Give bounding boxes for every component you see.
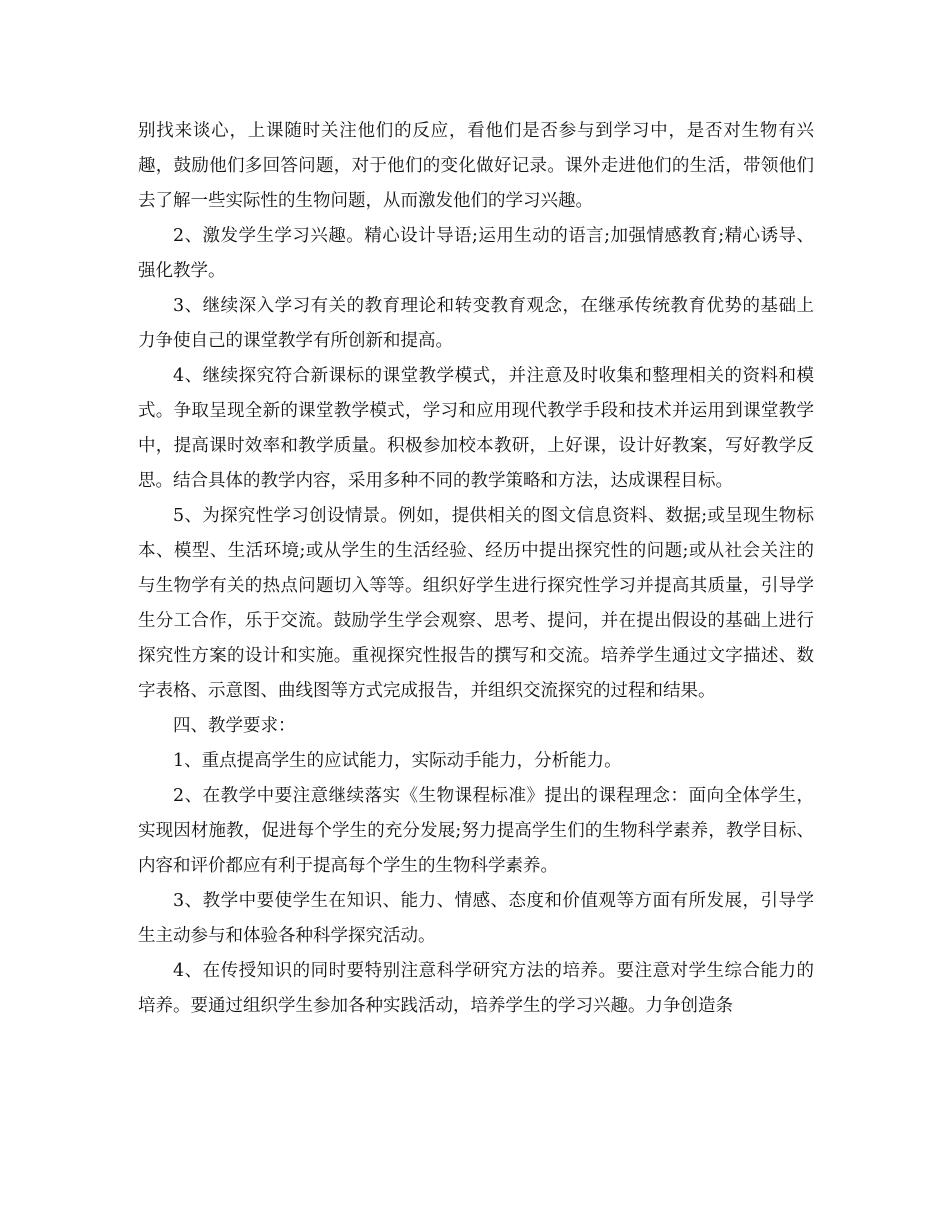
paragraph: 4、在传授知识的同时要特别注意科学研究方法的培养。要注意对学生综合能力的培养。要通过组织学生参加各种实践活动，培养学生的学习兴趣。力争创造条 <box>138 961 814 1016</box>
paragraph: 3、教学中要使学生在知识、能力、情感、态度和价值观等方面有所发展，引导学生主动参与和体验各种科学探究活动。 <box>138 891 814 946</box>
paragraph: 2、在教学中要注意继续落实《生物课程标准》提出的课程理念：面向全体学生，实现因材施教，促进每个学生的充分发展;努力提高学生们的生物科学素养，教学目标、内容和评价都应有利于提高每个学生的生物科学素养。 <box>138 786 814 876</box>
section-heading: 四、教学要求： <box>173 716 296 736</box>
body-text <box>138 114 814 1024</box>
paragraph: 5、为探究性学习创设情景。例如，提供相关的图文信息资料、数据;或呈现生物标本、模型、生活环境;或从学生的生活经验、经历中提出探究性的问题;或从社会关注的与生物学有关的热点问题切入等等。组织好学生进行探究性学习并提高其质量，引导学生分工合作，乐于交流。鼓励学生学会观察、思考、提问，并在提出假设的基础上进行探究性方案的设计和实施。重视探究性报告的撰写和交流。培养学生通过文字描述、数字表格、示意图、曲线图等方式完成报告，并组织交流探究的过程和结果。 <box>138 506 814 701</box>
paragraph: 2、激发学生学习兴趣。精心设计导语;运用生动的语言;加强情感教育;精心诱导、强化教学。 <box>138 226 814 281</box>
paragraph: 别找来谈心，上课随时关注他们的反应，看他们是否参与到学习中，是否对生物有兴趣，鼓励他们多回答问题，对于他们的变化做好记录。课外走进他们的生活，带领他们去了解一些实际性的生物问题，从而激发他们的学习兴趣。 <box>138 121 814 211</box>
paragraph: 1、重点提高学生的应试能力，实际动手能力，分析能力。 <box>173 751 622 771</box>
paragraph: 3、继续深入学习有关的教育理论和转变教育观念，在继承传统教育优势的基础上力争使自己的课堂教学有所创新和提高。 <box>138 296 814 351</box>
paragraph: 4、继续探究符合新课标的课堂教学模式，并注意及时收集和整理相关的资料和模式。争取呈现全新的课堂教学模式，学习和应用现代教学手段和技术并运用到课堂教学中，提高课时效率和教学质量。积极参加校本教研，上好课，设计好教案，写好教学反思。结合具体的教学内容，采用多种不同的教学策略和方法，达成课程目标。 <box>138 366 814 491</box>
